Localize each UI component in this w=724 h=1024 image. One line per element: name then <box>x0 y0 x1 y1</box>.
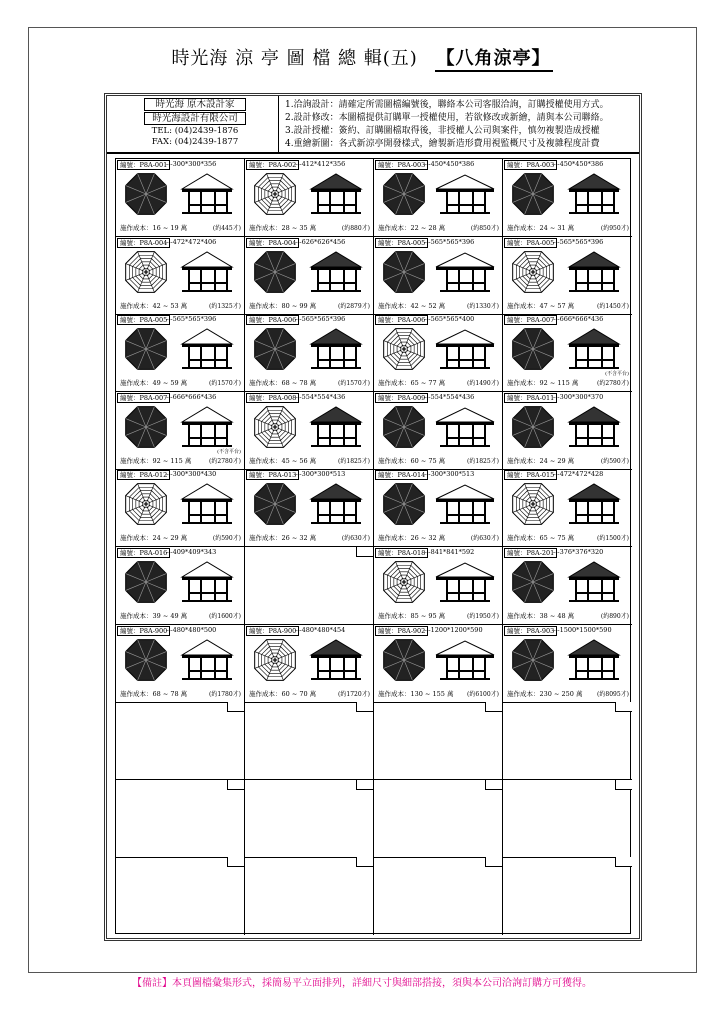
empty-slot <box>245 702 374 780</box>
pavilion-size: ---565*565*396 <box>295 315 346 324</box>
empty-slot <box>245 780 374 858</box>
pavilion-size: ---565*565*400 <box>424 315 475 324</box>
pavilion-cost: 施作成本：22 ~ 28 萬 <box>378 224 446 232</box>
pavilion-elevation-drawing <box>563 637 625 683</box>
pavilion-area: (約1570才) <box>338 380 370 388</box>
pavilion-card <box>116 159 245 237</box>
pavilion-elevation-drawing <box>563 326 625 372</box>
pavilion-card <box>245 625 374 703</box>
pavilion-card <box>374 237 503 315</box>
pavilion-cost: 施作成本：26 ~ 32 萬 <box>249 534 317 543</box>
empty-slot <box>503 857 632 935</box>
pavilion-code: 編號：P8A-006 <box>246 315 299 325</box>
pavilion-plan-drawing <box>251 325 299 373</box>
company-name-2: 時光海設計有限公司 <box>144 112 246 125</box>
pavilion-plan-drawing <box>509 403 557 451</box>
pavilion-code: 編號：P8A-014 <box>375 470 428 480</box>
pavilion-card <box>116 392 245 470</box>
title-main: 時光海 涼 亭 圖 檔 總 輯(五) <box>171 48 418 69</box>
pavilion-size: ---626*626*456 <box>295 237 346 246</box>
pavilion-elevation-drawing <box>176 171 238 217</box>
pavilion-area: (約1720才) <box>338 690 370 698</box>
pavilion-elevation-drawing <box>305 171 367 217</box>
empty-slot <box>245 857 374 935</box>
pavilion-code: 編號：P8A-009 <box>375 393 428 403</box>
pavilion-plan-drawing <box>251 248 299 296</box>
pavilion-card <box>503 237 632 315</box>
pavilion-cost: 施作成本：24 ~ 29 萬 <box>507 456 575 465</box>
note-2: 2.設計修改：本圖檔提供訂購單一授權使用，若欲修改或新繪，請與本公司聯絡。 <box>285 113 609 123</box>
pavilion-size: ---300*300*356 <box>166 160 217 168</box>
pavilion-area: (約445才) <box>212 225 241 232</box>
company-fax: FAX: (04)2439-1877 <box>151 137 239 147</box>
pavilion-cost: 施作成本：68 ~ 78 萬 <box>249 379 317 388</box>
pavilion-elevation-drawing <box>563 249 625 295</box>
pavilion-size: ---554*554*436 <box>295 392 346 401</box>
pavilion-code: 編號：P8A-900 <box>246 626 299 636</box>
pavilion-area: (約8095才) <box>597 690 629 698</box>
pavilion-code: 編號：P8A-900 <box>117 626 170 636</box>
slot-tab <box>356 547 374 557</box>
pavilion-plan-drawing <box>509 325 557 373</box>
empty-slot <box>116 702 245 780</box>
pavilion-area: (約1600才) <box>209 613 241 620</box>
pavilion-plan-drawing <box>380 558 428 606</box>
pavilion-plan-drawing <box>509 170 557 218</box>
pavilion-area: (約1950才) <box>467 613 499 620</box>
header-divider <box>107 152 639 154</box>
pavilion-cost: 施作成本：68 ~ 78 萬 <box>120 689 188 698</box>
pavilion-plan-drawing <box>509 248 557 296</box>
pavilion-area: (約590才) <box>212 535 241 543</box>
note-4: 4.重繪新圖：各式新涼亭開發樣式，繪製新造形費用視監概尺寸及複雜程度計費 <box>285 139 600 149</box>
pavilion-note: (不含平台) <box>217 448 241 455</box>
empty-slot <box>374 857 503 935</box>
pavilion-plan-drawing <box>251 480 299 528</box>
pavilion-elevation-drawing <box>434 171 496 217</box>
pavilion-size: ---472*472*428 <box>553 470 604 479</box>
pavilion-plan-drawing <box>122 170 170 218</box>
pavilion-elevation-drawing <box>563 404 625 450</box>
pavilion-code: 編號：P8A-004 <box>117 238 170 248</box>
pavilion-area: (約2879才) <box>338 302 370 310</box>
pavilion-cost: 施作成本：38 ~ 48 萬 <box>507 612 575 620</box>
pavilion-cost: 施作成本：92 ~ 115 萬 <box>507 379 579 388</box>
pavilion-elevation-drawing <box>434 481 496 527</box>
pavilion-cost: 施作成本：49 ~ 59 萬 <box>120 379 188 388</box>
company-tel: TEL: (04)2439-1876 <box>151 126 239 136</box>
pavilion-cost: 施作成本：42 ~ 52 萬 <box>378 301 446 310</box>
pavilion-area: (約950才) <box>600 225 629 232</box>
slot-tab <box>485 780 503 790</box>
pavilion-cost: 施作成本：65 ~ 75 萬 <box>507 534 575 543</box>
pavilion-card <box>503 159 632 237</box>
pavilion-code: 編號：P8A-018 <box>375 548 428 558</box>
pavilion-code: 編號：P8A-903 <box>504 626 557 636</box>
pavilion-card <box>245 469 374 547</box>
pavilion-cost: 施作成本：39 ~ 49 萬 <box>120 612 188 620</box>
pavilion-code: 編號：P8A-008 <box>246 393 299 403</box>
slot-tab <box>227 780 245 790</box>
pavilion-code: 編號：P8A-012 <box>117 470 170 480</box>
pavilion-cost: 施作成本：24 ~ 31 萬 <box>507 224 575 232</box>
pavilion-plan-drawing <box>509 636 557 684</box>
empty-slot <box>503 780 632 858</box>
pavilion-cost: 施作成本：42 ~ 53 萬 <box>120 301 188 310</box>
pavilion-size: ---1500*1500*590 <box>553 625 612 634</box>
pavilion-card <box>245 237 374 315</box>
slot-tab <box>615 702 632 712</box>
pavilion-code: 編號：P8A-013 <box>246 470 299 480</box>
pavilion-code: 編號：P8A-005 <box>117 315 170 325</box>
pavilion-card <box>116 237 245 315</box>
pavilion-card <box>245 392 374 470</box>
pavilion-size: ---565*565*396 <box>166 315 217 324</box>
pavilion-size: ---554*554*436 <box>424 392 475 401</box>
pavilion-plan-drawing <box>509 558 557 606</box>
pavilion-cost: 施作成本：26 ~ 32 萬 <box>378 534 446 543</box>
pavilion-card <box>374 392 503 470</box>
pavilion-area: (約1500才) <box>597 535 629 543</box>
footer-remark: 【備註】本頁圖檔彙集形式，採簡易平立面排列，詳細尺寸與細部搭接，須與本公司洽詢訂購方可獲得。 <box>132 978 592 989</box>
pavilion-size: ---666*666*436 <box>166 392 217 401</box>
pavilion-size: ---1200*1200*590 <box>424 625 483 634</box>
pavilion-code: 編號：P8A-006 <box>375 315 428 325</box>
pavilion-plan-drawing <box>251 403 299 451</box>
pavilion-elevation-drawing <box>176 249 238 295</box>
pavilion-cost: 施作成本：47 ~ 57 萬 <box>507 301 575 310</box>
pavilion-elevation-drawing <box>176 481 238 527</box>
pavilion-elevation-drawing <box>305 481 367 527</box>
pavilion-size: ---480*480*500 <box>166 625 217 634</box>
pavilion-cost: 施作成本：16 ~ 19 萬 <box>120 224 188 232</box>
pavilion-area: (約630才) <box>341 535 370 543</box>
pavilion-cost: 施作成本：60 ~ 75 萬 <box>378 456 446 465</box>
pavilion-plan-drawing <box>380 480 428 528</box>
pavilion-area: (約1325才) <box>209 302 241 310</box>
pavilion-note: (不含平台) <box>605 371 629 378</box>
pavilion-card <box>374 314 503 392</box>
pavilion-card <box>245 314 374 392</box>
pavilion-card <box>503 392 632 470</box>
pavilion-card <box>245 159 374 237</box>
pavilion-area: (約1825才) <box>338 457 370 465</box>
pavilion-area: (約1330才) <box>467 302 499 310</box>
pavilion-size: ---300*300*430 <box>166 470 217 479</box>
pavilion-plan-drawing <box>122 558 170 606</box>
pavilion-size: ---300*300*370 <box>553 392 604 401</box>
pavilion-plan-drawing <box>122 403 170 451</box>
pavilion-area: (約2780才) <box>209 457 241 465</box>
pavilion-size: ---841*841*592 <box>424 548 475 556</box>
pavilion-card <box>503 625 632 703</box>
pavilion-elevation-drawing <box>434 637 496 683</box>
pavilion-cost: 施作成本：92 ~ 115 萬 <box>120 456 192 465</box>
pavilion-plan-drawing <box>509 480 557 528</box>
pavilion-plan-drawing <box>380 248 428 296</box>
pavilion-cost: 施作成本：60 ~ 70 萬 <box>249 689 317 698</box>
pavilion-code: 編號：P8A-007 <box>504 315 557 325</box>
pavilion-size: ---565*565*396 <box>553 237 604 246</box>
pavilion-grid <box>115 158 631 934</box>
pavilion-code: 編號：P8A-015 <box>504 470 557 480</box>
pavilion-cost: 施作成本：24 ~ 29 萬 <box>120 534 188 543</box>
empty-slot <box>374 702 503 780</box>
pavilion-area: (約6100才) <box>467 690 499 698</box>
pavilion-plan-drawing <box>380 170 428 218</box>
pavilion-card <box>374 625 503 703</box>
pavilion-elevation-drawing <box>305 249 367 295</box>
catalog-frame <box>104 93 642 941</box>
pavilion-code: 編號：P8A-002 <box>246 160 299 170</box>
pavilion-card <box>116 547 245 625</box>
pavilion-size: ---450*450*386 <box>424 160 475 168</box>
pavilion-code: 編號：P8A-005 <box>375 238 428 248</box>
slot-tab <box>356 857 374 867</box>
pavilion-size: ---412*412*356 <box>295 160 346 168</box>
slot-tab <box>227 857 245 867</box>
pavilion-size: ---666*666*436 <box>553 315 604 324</box>
pavilion-code: 編號：P8A-201 <box>504 548 557 558</box>
pavilion-elevation-drawing <box>563 559 625 605</box>
pavilion-card <box>374 469 503 547</box>
company-name-1: 時光海 原木設計家 <box>144 98 246 111</box>
empty-slot <box>116 780 245 858</box>
slot-tab <box>356 780 374 790</box>
pavilion-area: (約1570才) <box>209 380 241 388</box>
pavilion-size: ---300*300*513 <box>424 470 475 479</box>
pavilion-elevation-drawing <box>305 404 367 450</box>
pavilion-plan-drawing <box>122 325 170 373</box>
pavilion-cost: 施作成本：80 ~ 99 萬 <box>249 301 317 310</box>
pavilion-code: 編號：P8A-003 <box>375 160 428 170</box>
pavilion-cost: 施作成本：130 ~ 155 萬 <box>378 689 454 698</box>
pavilion-area: (約590才) <box>600 457 629 465</box>
pavilion-card <box>116 314 245 392</box>
slot-tab <box>227 702 245 712</box>
pavilion-plan-drawing <box>380 403 428 451</box>
pavilion-code: 編號：P8A-902 <box>375 626 428 636</box>
slot-tab <box>485 857 503 867</box>
pavilion-cost: 施作成本：45 ~ 56 萬 <box>249 456 317 465</box>
pavilion-size: ---409*409*343 <box>166 548 217 556</box>
pavilion-size: ---472*472*406 <box>166 237 217 246</box>
note-1: 1.洽詢設計：請確定所需圖檔編號後，聯絡本公司客服洽詢，訂購授權使用方式。 <box>285 100 609 110</box>
pavilion-card <box>116 469 245 547</box>
pavilion-size: ---450*450*386 <box>553 160 604 168</box>
notes-panel <box>278 96 640 152</box>
pavilion-plan-drawing <box>122 248 170 296</box>
page-title <box>0 44 724 72</box>
pavilion-card <box>503 314 632 392</box>
pavilion-plan-drawing <box>380 325 428 373</box>
pavilion-elevation-drawing <box>434 404 496 450</box>
pavilion-area: (約1490才) <box>467 380 499 388</box>
pavilion-elevation-drawing <box>563 481 625 527</box>
pavilion-elevation-drawing <box>305 637 367 683</box>
pavilion-size: ---376*376*320 <box>553 548 604 556</box>
pavilion-area: (約890才) <box>600 613 629 620</box>
slot-tab <box>615 780 632 790</box>
pavilion-code: 編號：P8A-011 <box>504 393 557 403</box>
company-info <box>113 98 277 150</box>
pavilion-plan-drawing <box>122 480 170 528</box>
pavilion-area: (約850才) <box>470 225 499 232</box>
pavilion-elevation-drawing <box>176 326 238 372</box>
slot-tab <box>615 857 632 867</box>
pavilion-card <box>503 547 632 625</box>
pavilion-code: 編號：P8A-003 <box>504 160 557 170</box>
pavilion-area: (約1825才) <box>467 457 499 465</box>
note-3: 3.設計授權：簽約、訂購圖檔取得後，非授權人公司與案件，慎勿複製造成授權 <box>285 126 600 136</box>
empty-slot <box>374 780 503 858</box>
pavilion-card <box>116 625 245 703</box>
pavilion-size: ---480*480*454 <box>295 625 346 634</box>
pavilion-cost: 施作成本：65 ~ 77 萬 <box>378 379 446 388</box>
pavilion-card <box>374 159 503 237</box>
pavilion-card <box>503 469 632 547</box>
pavilion-code: 編號：P8A-005 <box>504 238 557 248</box>
pavilion-elevation-drawing <box>176 559 238 605</box>
pavilion-elevation-drawing <box>563 171 625 217</box>
pavilion-elevation-drawing <box>176 404 238 450</box>
pavilion-cost: 施作成本：85 ~ 95 萬 <box>378 612 446 620</box>
pavilion-code: 編號：P8A-001 <box>117 160 170 170</box>
pavilion-code: 編號：P8A-007 <box>117 393 170 403</box>
empty-slot <box>503 702 632 780</box>
pavilion-area: (約2780才) <box>597 380 629 388</box>
pavilion-area: (約1450才) <box>597 302 629 310</box>
pavilion-elevation-drawing <box>434 559 496 605</box>
slot-tab <box>485 702 503 712</box>
pavilion-area: (約1780才) <box>209 690 241 698</box>
slot-tab <box>356 702 374 712</box>
pavilion-elevation-drawing <box>434 326 496 372</box>
pavilion-size: ---300*300*513 <box>295 470 346 479</box>
pavilion-cost: 施作成本：28 ~ 35 萬 <box>249 224 317 232</box>
pavilion-elevation-drawing <box>176 637 238 683</box>
pavilion-cost: 施作成本：230 ~ 250 萬 <box>507 689 583 698</box>
empty-slot <box>116 857 245 935</box>
pavilion-card <box>374 547 503 625</box>
pavilion-elevation-drawing <box>305 326 367 372</box>
pavilion-plan-drawing <box>122 636 170 684</box>
pavilion-code: 編號：P8A-016 <box>117 548 170 558</box>
pavilion-plan-drawing <box>251 636 299 684</box>
pavilion-code: 編號：P8A-004 <box>246 238 299 248</box>
pavilion-plan-drawing <box>380 636 428 684</box>
empty-slot <box>245 547 374 625</box>
pavilion-size: ---565*565*396 <box>424 237 475 246</box>
pavilion-plan-drawing <box>251 170 299 218</box>
pavilion-area: (約880才) <box>341 225 370 232</box>
pavilion-area: (約630才) <box>470 535 499 543</box>
pavilion-elevation-drawing <box>434 249 496 295</box>
title-subtitle: 【八角涼亭】 <box>435 44 553 72</box>
